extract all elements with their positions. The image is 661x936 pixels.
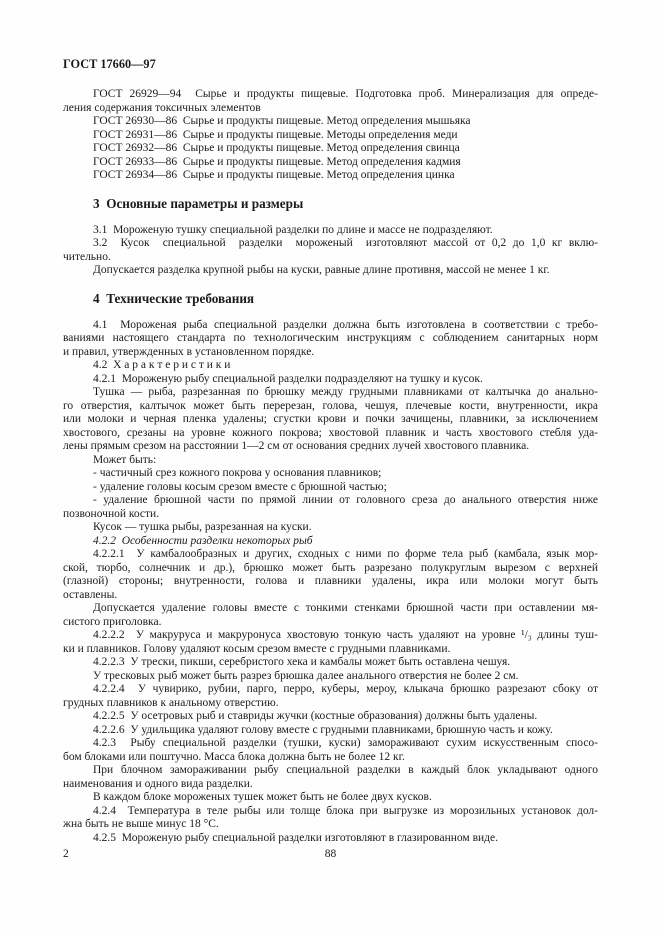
paragraph [63, 683, 598, 710]
text-line: 4.2.5 Мороженую рыбу специальной разделки изготовляют в глазированном виде. [93, 831, 498, 844]
text-line: ГОСТ 26934—86 Сырье и продукты пищевые. Метод определения цинка [93, 169, 455, 181]
paragraph [63, 602, 598, 629]
text-line: или молоки и черная пленка удалены; сгустки крови и почки зачищены, плавники, за исключением [63, 413, 598, 425]
paragraph [63, 156, 598, 170]
text-line: грудных плавников к анальному отверстию. [63, 696, 279, 709]
paragraph [63, 535, 598, 549]
paragraph [63, 359, 598, 373]
document-body [63, 88, 598, 845]
paragraph [63, 169, 598, 183]
text-line: чительно. [63, 250, 111, 263]
text-line: 4.1 Мороженая рыба специальной разделки должна быть изготовлена в соответствии с требо- [93, 318, 598, 331]
text-line: ки и плавников. Голову удаляют косым срезом вместе с грудными плавниками. [63, 642, 451, 655]
paragraph [63, 467, 598, 481]
paragraph [63, 386, 598, 454]
text-line: - удаление брюшной части по прямой линии от головного среза до анального отверстия ниже [93, 494, 598, 506]
text-line: ГОСТ 26931—86 Сырье и продукты пищевые. Методы определения меди [93, 128, 458, 141]
paragraph [63, 494, 598, 521]
text-line: ления содержания токсичных элементов [63, 101, 261, 114]
text-line: 4.2.2.2 У макруруса и макруронуса хвостовую тонкую часть удаляют на уровне ¹/₃ длины туш- [93, 629, 598, 641]
paragraph [63, 481, 598, 495]
section-heading: 3 Основные параметры и размеры [93, 195, 304, 211]
section-heading: 4 Технические требования [93, 290, 255, 306]
text-line: и правил, утвержденных в установленном порядке. [63, 345, 315, 358]
paragraph [63, 670, 598, 684]
text-line: 4.2.2.5 У осетровых рыб и ставриды жучки (костные образования) должны быть удалены. [93, 710, 538, 722]
paragraph [63, 224, 598, 238]
text-line: - частичный срез кожного покрова у основания плавников; [93, 467, 382, 479]
paragraph [63, 832, 598, 846]
text-line: позвоночной кости. [63, 507, 160, 520]
text-line: хвостового, срезаны на уровне кожного покрова; хвостовой плавник и часть хвостового стебля уда- [63, 426, 598, 439]
paragraph [63, 88, 598, 115]
text-line: Допускается удаление головы вместе с тонкими стенками брюшной части при оставлении мя- [93, 602, 598, 614]
paragraph [63, 710, 598, 724]
paragraph [63, 237, 598, 264]
text-line: оставлены. [63, 588, 118, 601]
text-line: го отверстия, калтычок может быть перерезан, голова, чешуя, плечевые кости, внутренности, икра [63, 399, 598, 412]
paragraph [63, 264, 598, 278]
text-line: 3.1 Мороженую тушку специальной разделки по длине и массе не подразделяют. [93, 223, 493, 236]
text-line: бом блоками или поштучно. Масса блока должна быть не более 12 кг. [63, 750, 405, 763]
text-line: При блочном замораживании рыбу специальной разделки в каждый блок укладывают одного [93, 764, 598, 776]
page-footer [63, 848, 598, 862]
paragraph [63, 805, 598, 832]
text-line: 4.2.2.3 У трески, пикши, серебристого хека и камбалы может быть оставлена чешуя. [93, 656, 511, 668]
text-line: В каждом блоке мороженых тушек может быть не более двух кусков. [93, 791, 432, 803]
paragraph [63, 142, 598, 156]
text-line: Может быть: [93, 453, 157, 466]
text-line: (глазной) стороны; внутренности, голова и плавники удалены, икра или молоки могут быть [63, 575, 598, 587]
paragraph [63, 548, 598, 602]
text-line: ГОСТ 26930—86 Сырье и продукты пищевые. Метод определения мышьяка [93, 115, 471, 127]
paragraph [63, 319, 598, 360]
text-line: - удаление головы косым срезом вместе с брюшной частью; [93, 480, 387, 493]
sheet-number: 88 [324, 848, 337, 860]
text-line: ГОСТ 26929—94 Сырье и продукты пищевые. Подготовка проб. Минерализация для опреде- [93, 88, 598, 100]
text-line: 4.2.2.4 У чувирико, рубии, парго, перро, куберы, мероу, клыкача брюшко разрезают сбоку от [93, 683, 598, 695]
text-line: ГОСТ 26932—86 Сырье и продукты пищевые. Метод определения свинца [93, 142, 460, 154]
paragraph [63, 373, 598, 387]
text-line: Тушка — рыба, разрезанная по брюшку между грудными плавниками от калтычка до анально- [93, 386, 598, 398]
text-line: 4.2.3 Рыбу специальной разделки (тушки, куски) замораживают сухим искусственным спосо- [93, 737, 598, 749]
text-line: наименования и одного вида разделки. [63, 777, 253, 790]
text-line: жна быть не выше минус 18 °С. [63, 818, 219, 830]
paragraph [63, 737, 598, 764]
text-line: 4.2.2 Особенности разделки некоторых рыб [93, 534, 313, 547]
paragraph [63, 521, 598, 535]
document-content [63, 57, 598, 845]
text-line: 4.2.1 Мороженую рыбу специальной разделки подразделяют на тушку и кусок. [93, 372, 483, 385]
text-line: ской, тюрбо, солнечник и др.), брюшко может быть разрезано полукруглым вырезом с верхней [63, 561, 598, 574]
text-line: 4.2.4 Температура в теле рыбы или толще блока при выгрузке из морозильных установок дол- [93, 804, 598, 817]
paragraph [63, 115, 598, 129]
text-line: ГОСТ 26933—86 Сырье и продукты пищевые. Метод определения кадмия [93, 155, 461, 168]
text-line: 4.2 Х а р а к т е р и с т и к и [93, 359, 231, 371]
paragraph [63, 129, 598, 143]
text-line: 4.2.2.6 У удильщика удаляют голову вместе с грудными плавниками, брюшную часть и кожу. [93, 723, 553, 736]
paragraph [63, 791, 598, 805]
text-line: Кусок — тушка рыбы, разрезанная на куски. [93, 521, 312, 533]
page-number: 2 [63, 848, 69, 860]
paragraph [63, 656, 598, 670]
text-line: лены прямым срезом на расстоянии 1—2 см от основания средних лучей хвостового плавника. [63, 440, 530, 452]
text-line: 4.2.2.1 У камбалообразных и других, сходных с ними по форме тела рыб (камбала, язык мор- [93, 548, 598, 560]
paragraph [63, 454, 598, 468]
text-line: Допускается разделка крупной рыбы на куски, равные длине противня, массой не менее 1 кг. [93, 264, 550, 276]
paragraph [63, 724, 598, 738]
paragraph [63, 629, 598, 656]
text-line: 3.2 Кусок специальной разделки мороженый изготовляют массой от 0,2 до 1,0 кг вклю- [93, 237, 598, 249]
doc-code: ГОСТ 17660—97 [63, 57, 156, 71]
text-line: систого приголовка. [63, 615, 162, 628]
text-line: ваниями настоящего стандарта по технологическим инструкциям с соблюдением санитарных норм [63, 332, 598, 344]
text-line: У тресковых рыб может быть разрез брюшка далее анального отверстия не более 2 см. [93, 669, 519, 682]
paragraph [63, 764, 598, 791]
